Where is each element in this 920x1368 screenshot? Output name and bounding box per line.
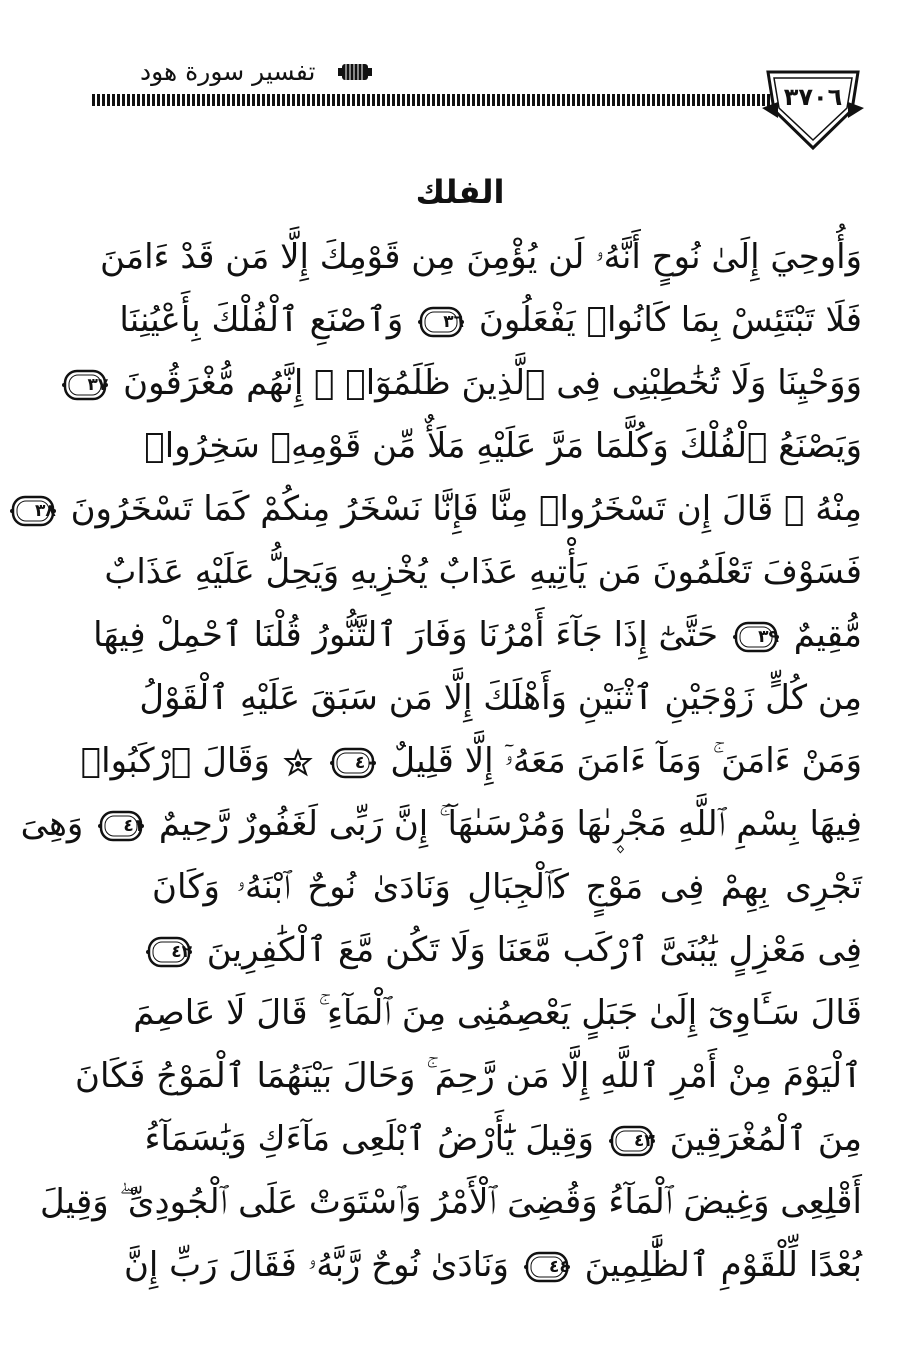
header-rule — [92, 94, 772, 106]
verse-text: مِنَ ٱلْمُغْرَقِينَ — [669, 1119, 862, 1159]
verse-text: وَوَحْيِنَا وَلَا تُخَٰطِبْنِى فِى ٱلَّذِينَ ظَلَمُوٓا۟ ۚ إِنَّهُم مُّغْرَقُونَ — [123, 363, 862, 403]
verse-text: وَأُوحِيَ إِلَىٰ نُوحٍ أَنَّهُۥ لَن يُؤْمِنَ مِن قَوْمِكَ إِلَّا مَن قَدْ ءَامَنَ — [100, 237, 862, 277]
verse-line — [93, 604, 862, 667]
verse-line — [100, 226, 862, 289]
ayah-number-marker — [733, 620, 779, 654]
ayah-number-marker — [524, 1250, 570, 1284]
verse-body — [20, 226, 862, 1297]
verse-text: مُّقِيمٌ — [793, 615, 862, 655]
verse-line — [123, 1234, 862, 1297]
verse-line — [133, 982, 862, 1045]
verse-text: وَمَنْ ءَامَنَ ۚ وَمَآ ءَامَنَ مَعَهُۥٓ إِلَّا قَلِيلٌ — [390, 741, 862, 781]
ayah-number: ٤١ — [123, 815, 145, 836]
ayah-number-marker — [62, 368, 108, 402]
verse-text: بُعْدًا لِّلْقَوْمِ ٱلظَّٰلِمِينَ — [584, 1245, 862, 1285]
ayah-number-marker — [418, 305, 464, 339]
ayah-number: ٣٨ — [35, 500, 56, 521]
ayah-number: ٣٩ — [758, 626, 779, 647]
verse-line — [139, 667, 862, 730]
verse-line — [152, 919, 862, 982]
ayah-number-marker — [609, 1124, 655, 1158]
verse-text: ٱلْيَوْمَ مِنْ أَمْرِ ٱللَّهِ إِلَّا مَن رَّحِمَ ۚ وَحَالَ بَيْنَهُمَا ٱلْمَوْجُ فَكَانَ — [75, 1056, 862, 1096]
verse-text: وَقِيلَ يَٰٓأَرْضُ ٱبْلَعِى مَآءَكِ وَيَٰسَمَآءُ — [144, 1119, 594, 1159]
verse-text: تَجْرِى بِهِمْ فِى مَوْجٍ كَٱلْجِبَالِ وَنَادَىٰ نُوحٌ ٱبْنَهُۥ وَكَانَ — [152, 867, 862, 907]
verse-line — [87, 352, 862, 415]
ayah-number-marker — [330, 746, 376, 780]
verse-text: وَهِىَ — [20, 804, 84, 844]
verse-text: قَالَ سَـَٔاوِىٓ إِلَىٰ جَبَلٍ يَعْصِمُنِى مِنَ ٱلْمَآءِ ۚ قَالَ لَا عَاصِمَ — [133, 993, 862, 1033]
ayah-number-marker — [146, 935, 192, 969]
verse-line — [144, 415, 862, 478]
verse-text: فَسَوْفَ تَعْلَمُونَ مَن يَأْتِيهِ عَذَابٌ يُخْزِيهِ وَيَحِلُّ عَلَيْهِ عَذَابٌ — [104, 552, 862, 592]
section-heading: الفلك — [415, 173, 505, 211]
verse-text: وَنَادَىٰ نُوحٌ رَّبَّهُۥ فَقَالَ رَبِّ إِنَّ — [123, 1245, 509, 1285]
verse-text: مِن كُلٍّ زَوْجَيْنِ ٱثْنَيْنِ وَأَهْلَكَ إِلَّا مَن سَبَقَ عَلَيْهِ ٱلْقَوْلُ — [139, 678, 862, 718]
verse-line — [80, 730, 862, 793]
verse-text: فِى مَعْزِلٍ يَٰبُنَىَّ ٱرْكَب مَّعَنَا وَلَا تَكُن مَّعَ ٱلْكَٰفِرِينَ — [206, 930, 862, 970]
verse-line — [119, 289, 862, 352]
ayah-number-marker — [98, 809, 144, 843]
verse-line — [144, 1108, 862, 1171]
ayah-number: ٣٧ — [87, 374, 109, 395]
verse-text: مِنْهُ ۚ قَالَ إِن تَسْخَرُوا۟ مِنَّا فَإِنَّا نَسْخَرُ مِنكُمْ كَمَا تَسْخَرُونَ — [70, 489, 862, 529]
verse-text: وَيَصْنَعُ ٱلْفُلْكَ وَكُلَّمَا مَرَّ عَلَيْهِ مَلَأٌ مِّن قَوْمِهِۦ سَخِرُوا۟ — [144, 426, 862, 466]
ayah-number-marker — [10, 494, 56, 528]
page-number: ٣٧٠٦ — [783, 83, 843, 111]
ayah-number: ٤٤ — [548, 1256, 570, 1277]
verse-text: وَٱصْنَعِ ٱلْفُلْكَ بِأَعْيُنِنَا — [119, 300, 404, 340]
rub-el-hizb-icon — [281, 741, 315, 781]
ayah-number: ٤٢ — [171, 941, 192, 962]
verse-line — [75, 1045, 862, 1108]
verse-text: أَقْلِعِى وَغِيضَ ٱلْمَآءُ وَقُضِىَ ٱلْأَمْرُ وَٱسْتَوَتْ عَلَى ٱلْجُودِىِّ ۖ وَقِيلَ — [39, 1182, 862, 1222]
verse-line — [20, 793, 862, 856]
ornament-icon — [338, 60, 372, 84]
verse-line — [152, 856, 862, 919]
page-header — [0, 0, 920, 160]
verse-text: فِيهَا بِسْمِ ٱللَّهِ مَجْر۪ىٰهَا وَمُرْسَىٰهَآ ۚ إِنَّ رَبِّى لَغَفُورٌ رَّحِيمٌ — [158, 804, 862, 844]
verse-text: حَتَّىٰٓ إِذَا جَآءَ أَمْرُنَا وَفَارَ ٱلتَّنُّورُ قُلْنَا ٱحْمِلْ فِيهَا — [93, 615, 719, 655]
verse-text: فَلَا تَبْتَئِسْ بِمَا كَانُوا۟ يَفْعَلُونَ — [478, 300, 862, 340]
verse-line — [35, 478, 862, 541]
verse-line — [39, 1171, 862, 1234]
ayah-number: ٤٠ — [354, 752, 376, 773]
verse-line — [104, 541, 862, 604]
ayah-number: ٣٦ — [443, 311, 465, 332]
verse-text: وَقَالَ ٱرْكَبُوا۟ — [80, 741, 270, 781]
ayah-number: ٤٣ — [634, 1130, 655, 1151]
running-title: تفسير سورة هود — [140, 57, 316, 86]
